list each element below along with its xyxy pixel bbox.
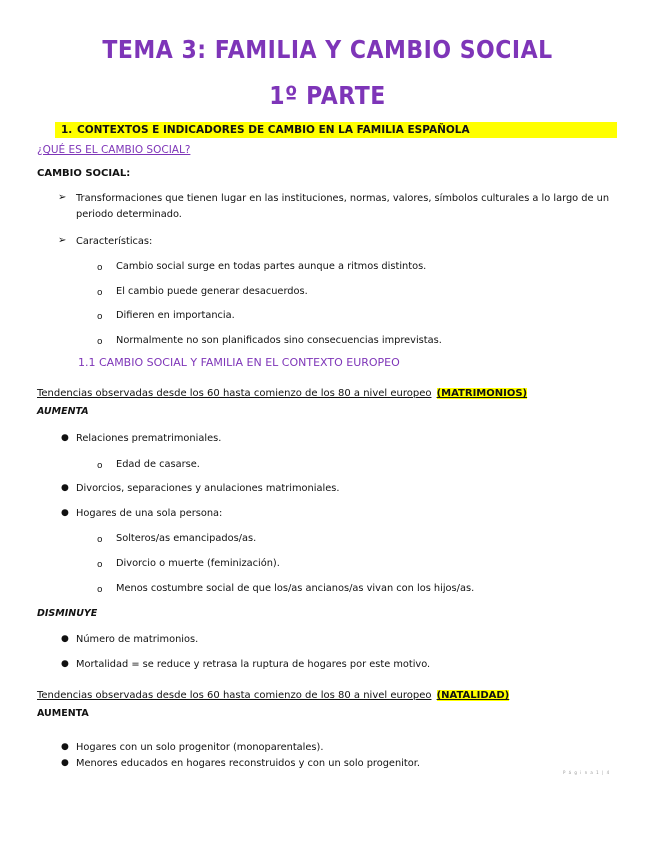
trend-text: Tendencias observadas desde los 60 hasta comienzo de los 80 a nivel europeo: [37, 388, 432, 399]
natalidad-item: Menores educados en hogares reconstruidos y con un solo progenitor.: [76, 758, 420, 769]
trend-text: Tendencias observadas desde los 60 hasta comienzo de los 80 a nivel europeo: [37, 690, 432, 701]
circle-bullet-icon: o: [97, 461, 103, 471]
aumenta-subitem: Solteros/as emancipados/as.: [116, 533, 257, 544]
disminuye-item: Número de matrimonios.: [76, 634, 199, 645]
circle-bullet-icon: o: [97, 585, 103, 595]
section-heading: [55, 122, 617, 138]
characteristics-label: Características:: [76, 236, 153, 247]
circle-bullet-icon: o: [97, 535, 103, 545]
aumenta-item: Hogares de una sola persona:: [76, 508, 223, 519]
characteristic-item: Cambio social surge en todas partes aunque a ritmos distintos.: [116, 261, 427, 272]
page-subtitle: 1º PARTE: [269, 82, 386, 111]
circle-bullet-icon: o: [97, 263, 103, 273]
aumenta-subitem: Menos costumbre social de que los/as ancianos/as vivan con los hijos/as.: [116, 583, 475, 594]
bullet-icon: ●: [61, 634, 69, 644]
page-title: TEMA 3: FAMILIA Y CAMBIO SOCIAL: [102, 36, 553, 65]
characteristic-item: Normalmente no son planificados sino consecuencias imprevistas.: [116, 335, 442, 346]
disminuye-item: Mortalidad = se reduce y retrasa la ruptura de hogares por este motivo.: [76, 659, 431, 670]
circle-bullet-icon: o: [97, 337, 103, 347]
circle-bullet-icon: o: [97, 560, 103, 570]
section-number: 1.: [61, 124, 73, 136]
characteristic-item: El cambio puede generar desacuerdos.: [116, 286, 308, 297]
trend-tag: (MATRIMONIOS): [436, 388, 528, 399]
arrow-bullet-icon: ➢: [58, 192, 67, 203]
bullet-icon: ●: [61, 508, 69, 518]
bullet-icon: ●: [61, 659, 69, 669]
trend-tag: (NATALIDAD): [436, 690, 510, 701]
bullet-icon: ●: [61, 433, 69, 443]
disminuye-label: DISMINUYE: [37, 608, 98, 619]
subsection-heading: 1.1 CAMBIO SOCIAL Y FAMILIA EN EL CONTEXTO EUROPEO: [78, 356, 400, 369]
natalidad-item: Hogares con un solo progenitor (monoparentales).: [76, 742, 324, 753]
cambio-social-label: CAMBIO SOCIAL:: [37, 168, 131, 179]
question-heading: ¿QUÉ ES EL CAMBIO SOCIAL?: [37, 144, 191, 156]
section-title: CONTEXTOS E INDICADORES DE CAMBIO EN LA FAMILIA ESPAÑOLA: [77, 124, 470, 136]
aumenta-item: Divorcios, separaciones y anulaciones matrimoniales.: [76, 483, 340, 494]
trend-line-natalidad: [37, 683, 509, 702]
bullet-icon: ●: [61, 758, 69, 768]
aumenta-label: AUMENTA: [37, 708, 89, 719]
trend-line-matrimonios: [37, 381, 527, 400]
circle-bullet-icon: o: [97, 288, 103, 298]
aumenta-subitem: Divorcio o muerte (feminización).: [116, 558, 280, 569]
aumenta-item: Relaciones prematrimoniales.: [76, 433, 222, 444]
characteristic-item: Difieren en importancia.: [116, 310, 235, 321]
circle-bullet-icon: o: [97, 312, 103, 322]
bullet-icon: ●: [61, 742, 69, 752]
arrow-bullet-icon: ➢: [58, 235, 67, 246]
page-number: P á g i n a 1 | 4: [563, 770, 611, 775]
aumenta-label: AUMENTA: [37, 406, 89, 417]
definition-text: Transformaciones que tienen lugar en las instituciones, normas, valores, símbolos culturales a lo largo de un periodo determinado.: [76, 193, 610, 220]
aumenta-subitem: Edad de casarse.: [116, 459, 200, 470]
bullet-icon: ●: [61, 483, 69, 493]
